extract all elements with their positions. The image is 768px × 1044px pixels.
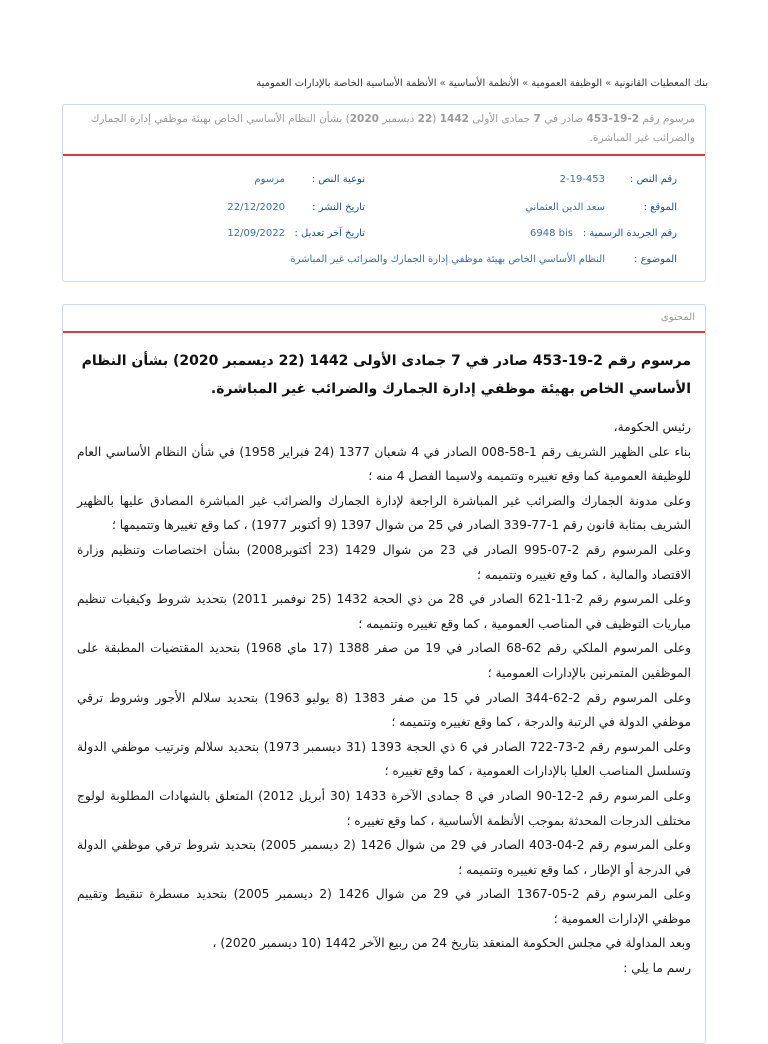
breadcrumb-item-public-service[interactable]: الوظيفة العمومية (531, 78, 603, 89)
signatory-label: الموقع : (643, 202, 677, 213)
paragraph-citation: وعلى المرسوم رقم 2-73-722 الصادر في 6 ذي الحجة 1393 (31 ديسمبر 1973) بتحديد سلالم وترتيب موظفي الدولة وتسلسل المناصب العليا بالإدارات العمومية ، كما وقع تغييره ؛ (77, 739, 691, 779)
type-value: مرسوم (254, 174, 285, 185)
paragraph-deliberation: وبعد المداولة في مجلس الحكومة المنعقد بتاريخ 24 من ربيع الآخر 1442 (10 ديسمبر 2020) ، (212, 936, 691, 951)
breadcrumb-separator: » (522, 78, 529, 89)
document-content-card (62, 304, 706, 1044)
document-heading: مرسوم رقم 2-19-453 صادر في 7 جمادى الأولى 1442 (22 ديسمبر 2020) بشأن النظام الأساسي الخاص بهيئة موظفي إدارة الجمارك والضرائب غير المباشرة. (81, 353, 691, 397)
paragraph-citation: وعلى المرسوم رقم 2-05-1367 الصادر في 29 من شوال 1426 (2 ديسمبر 2005) بتحديد مسطرة تنقيط وتقييم موظفي الإدارات العمومية ؛ (77, 887, 691, 926)
breadcrumb-separator: » (439, 78, 446, 89)
breadcrumb-item-statutes[interactable]: الأنظمة الأساسية (448, 78, 520, 89)
gazette-label: رقم الجريدة الرسمية : (582, 228, 677, 239)
meta-row-signatory-pubdate (63, 202, 705, 216)
content-section-label: المحتوى (63, 305, 705, 333)
type-label: نوعية النص : (311, 174, 365, 185)
pub-date-label: تاريخ النشر : (312, 202, 365, 213)
paragraph-citation: وعلى المرسوم رقم 2-11-621 الصادر في 28 من ذي الحجة 1432 (25 نوفمبر 2011) بتحديد شروط وكيفيات تنظيم مباريات التوظيف في المناصب العمومية ، كما وقع تغييره وتتميمه ؛ (77, 592, 692, 631)
paragraph-citation: وعلى المرسوم الملكي رقم 62-68 الصادر في 19 من صفر 1388 (17 ماي 1968) بتحديد المقتضيات المطبقة على الموظفين المتمرنين بالإدارات العمومية ؛ (77, 641, 691, 680)
document-body (63, 415, 705, 981)
meta-row-subject (63, 254, 705, 268)
mod-date-value: 12/09/2022 (227, 228, 285, 239)
paragraph-citation: وعلى المرسوم رقم 2-12-90 الصادر في 8 جمادى الآخرة 1433 (30 أبريل 2012) المتعلق بالشهادات المطلوبة لولوج مختلف الدرجات المحدثة بموجب الأنظمة الأساسية ، كما وقع تغييره ؛ (77, 788, 691, 828)
subject-label: الموضوع : (634, 254, 677, 265)
document-info-card (62, 104, 706, 282)
paragraph-citation: وعلى المرسوم رقم 2-07-995 الصادر في 23 من شوال 1429 (23 أكتوبر2008) بشأن اختصاصات وتنظيم وزارة الاقتصاد والمالية ، كما وقع تغييره وتتميمه ؛ (77, 542, 691, 582)
document-meta-grid (63, 156, 705, 276)
number-label: رقم النص : (629, 174, 677, 185)
mod-date-label: تاريخ آخر تعديل : (294, 228, 365, 239)
number-value: 2-19-453 (559, 174, 605, 185)
breadcrumb (60, 78, 708, 89)
paragraph-citation: بناء على الظهير الشريف رقم 1-58-008 الصادر في 4 شعبان 1377 (24 فبراير 1958) في شأن النظام الأساسي العام للوظيفة العمومية كما وقع تغييره وتتميمه ولاسيما الفصل 4 منه ؛ (77, 444, 691, 484)
paragraph-decree: رسم ما يلي : (623, 961, 691, 976)
paragraph-citation: وعلى المرسوم رقم 2-62-344 الصادر في 15 من صفر 1383 (8 يوليو 1963) بتحديد سلالم الأجور وشروط ترقي موظفي الدولة في الرتبة والدرجة ، كما وقع تغييره وتتميمه ؛ (77, 690, 691, 730)
paragraph-citation: وعلى المرسوم رقم 2-04-403 الصادر في 29 من شوال 1426 (2 ديسمبر 2005) بتحديد شروط ترقي موظفي الدولة في الدرجة أو الإطار ، كما وقع تغييره وتتميمه ؛ (77, 838, 691, 877)
breadcrumb-separator: » (605, 78, 612, 89)
paragraph-preamble: رئيس الحكومة، (613, 420, 691, 434)
pub-date-value: 22/12/2020 (227, 202, 285, 213)
meta-row-number-type (63, 174, 705, 188)
breadcrumb-item-legal-database[interactable]: بنك المعطيات القانونية (614, 78, 708, 89)
gazette-value: 6948 bis (530, 228, 573, 239)
signatory-value: سعد الدين العثماني (525, 202, 605, 213)
breadcrumb-item-special-statutes[interactable]: الأنظمة الأساسية الخاصة بالإدارات العمومية (256, 78, 437, 89)
paragraph-citation: وعلى مدونة الجمارك والضرائب غير المباشرة الراجعة لإدارة الجمارك والضرائب غير المباشرة المصادق عليها بالظهير الشريف بمثابة قانون رقم 1-77-339 الصادر في 25 من شوال 1397 (9 أكتوبر 1977) ، كما وقع تغييرها وتتميمها ؛ (77, 493, 691, 533)
document-info-title: مرسوم رقم 2-19-453 صادر في 7 جمادى الأولى 1442 (22 ديسمبر 2020) بشأن النظام الأساسي الخاص بهيئة موظفي إدارة الجمارك والضرائب غير المباشرة. (63, 105, 705, 156)
meta-row-gazette-moddate (63, 228, 705, 242)
subject-value: النظام الأساسي الخاص بهيئة موظفي إدارة الجمارك والضرائب غير المباشرة (290, 254, 605, 265)
